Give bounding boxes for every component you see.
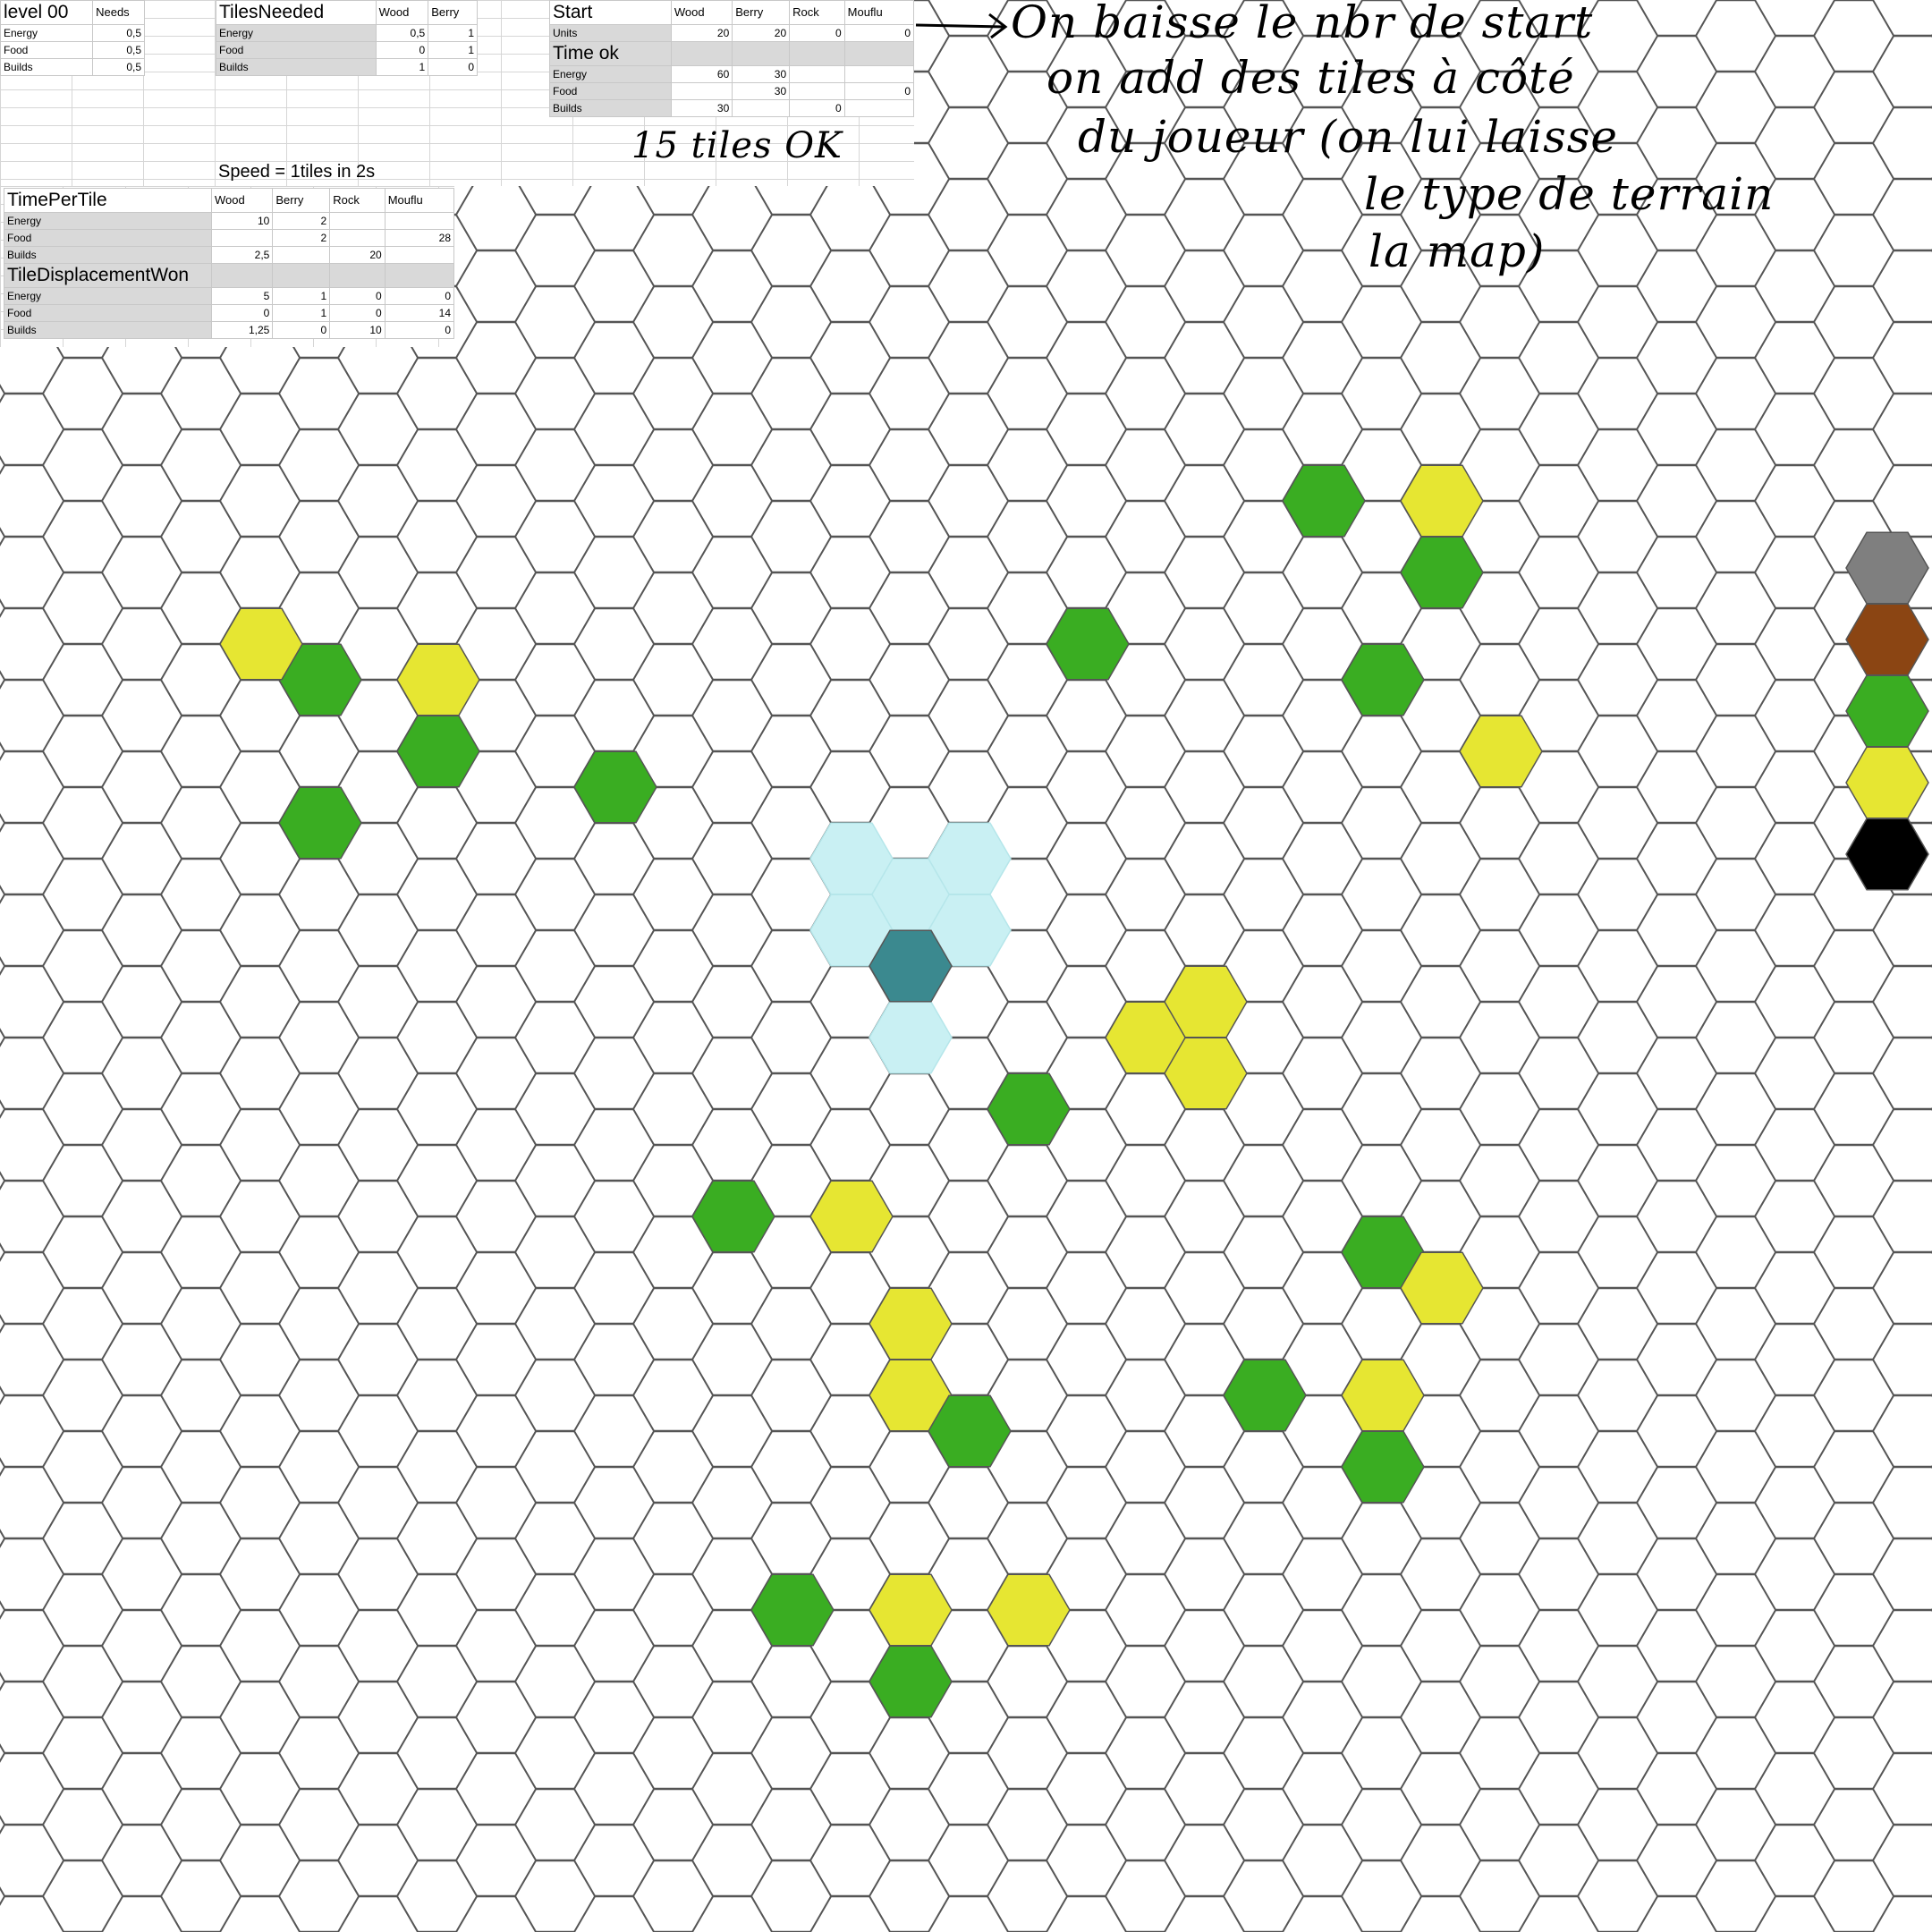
cell: 0	[428, 59, 478, 76]
row-label: Energy	[550, 66, 672, 83]
cell: 30	[733, 66, 790, 83]
handwritten-note-15-tiles: 15 tiles OK	[631, 125, 843, 166]
handwritten-line-2: on add des tiles à côté	[1046, 52, 1575, 104]
start-sheet	[549, 0, 914, 117]
row-label: Food	[550, 83, 672, 100]
col-header: Wood	[671, 1, 732, 25]
handwritten-line-4: le type de terrain	[1364, 168, 1775, 220]
cell: 28	[385, 230, 453, 247]
cell: 1	[273, 305, 330, 322]
cell	[733, 100, 790, 117]
cell: 0	[844, 83, 913, 100]
cell: 10	[330, 322, 385, 339]
tiles-needed-title: TilesNeeded	[216, 1, 377, 25]
level-row-value: 0,5	[93, 42, 145, 59]
cell: 5	[212, 288, 273, 305]
cell	[330, 230, 385, 247]
cell	[671, 83, 732, 100]
cell: 30	[671, 100, 732, 117]
cell	[385, 247, 453, 264]
cell: 20	[671, 25, 732, 42]
row-label: Units	[550, 25, 672, 42]
cell: 2	[273, 230, 330, 247]
row-label: Energy	[4, 288, 212, 305]
level-row-value: 0,5	[93, 25, 145, 42]
col-header: Mouflu	[844, 1, 913, 25]
handwritten-line-5: la map)	[1368, 225, 1546, 277]
cell: 0	[385, 288, 453, 305]
cell	[385, 213, 453, 230]
col-header: Berry	[273, 189, 330, 213]
cell	[330, 213, 385, 230]
cell: 1	[376, 59, 428, 76]
row-label: Energy	[4, 213, 212, 230]
cell: 0	[790, 25, 845, 42]
col-header: Wood	[376, 1, 428, 25]
cell: 20	[330, 247, 385, 264]
cell	[212, 230, 273, 247]
handwritten-line-3: du joueur (on lui laisse	[1078, 111, 1618, 163]
row-label: Food	[216, 42, 377, 59]
cell: 14	[385, 305, 453, 322]
row-label: Food	[4, 230, 212, 247]
cell: 1	[428, 42, 478, 59]
cell: 2,5	[212, 247, 273, 264]
cell: 30	[733, 83, 790, 100]
tiles-needed-sheet	[216, 0, 478, 76]
level-row-label: Energy	[1, 25, 93, 42]
cell: 20	[733, 25, 790, 42]
col-header: Rock	[330, 189, 385, 213]
time-ok-title: Time ok	[550, 42, 672, 66]
row-label: Builds	[550, 100, 672, 117]
cell: 60	[671, 66, 732, 83]
level-sheet	[0, 0, 145, 76]
cell: 1,25	[212, 322, 273, 339]
cell: 0	[273, 322, 330, 339]
level-row-value: 0,5	[93, 59, 145, 76]
level-row-label: Builds	[1, 59, 93, 76]
cell: 0	[330, 305, 385, 322]
cell: 0	[330, 288, 385, 305]
handwritten-line-1: On baisse le nbr de start	[1011, 0, 1594, 48]
cell: 0	[212, 305, 273, 322]
cell: 0	[790, 100, 845, 117]
col-header: Wood	[212, 189, 273, 213]
cell: 1	[273, 288, 330, 305]
start-title: Start	[550, 1, 672, 25]
handwritten-arrow	[914, 7, 1013, 43]
cell: 0	[376, 42, 428, 59]
level-title: level 00	[1, 1, 93, 25]
cell: 2	[273, 213, 330, 230]
level-needs-header: Needs	[93, 1, 145, 25]
cell: 10	[212, 213, 273, 230]
cell	[273, 247, 330, 264]
row-label: Builds	[4, 322, 212, 339]
cell	[844, 66, 913, 83]
cell: 0	[844, 25, 913, 42]
cell: 0,5	[376, 25, 428, 42]
cell	[844, 100, 913, 117]
cell: 0	[385, 322, 453, 339]
time-per-tile-sheet	[4, 188, 454, 339]
cell	[790, 83, 845, 100]
col-header: Berry	[428, 1, 478, 25]
row-label: Energy	[216, 25, 377, 42]
row-label: Builds	[4, 247, 212, 264]
col-header: Berry	[733, 1, 790, 25]
time-per-tile-title: TimePerTile	[4, 189, 212, 213]
row-label: Builds	[216, 59, 377, 76]
row-label: Food	[4, 305, 212, 322]
cell	[790, 66, 845, 83]
level-row-label: Food	[1, 42, 93, 59]
speed-label: Speed = 1tiles in 2s	[218, 162, 376, 182]
tile-displacement-title: TileDisplacementWon	[4, 264, 212, 288]
col-header: Mouflu	[385, 189, 453, 213]
cell: 1	[428, 25, 478, 42]
col-header: Rock	[790, 1, 845, 25]
